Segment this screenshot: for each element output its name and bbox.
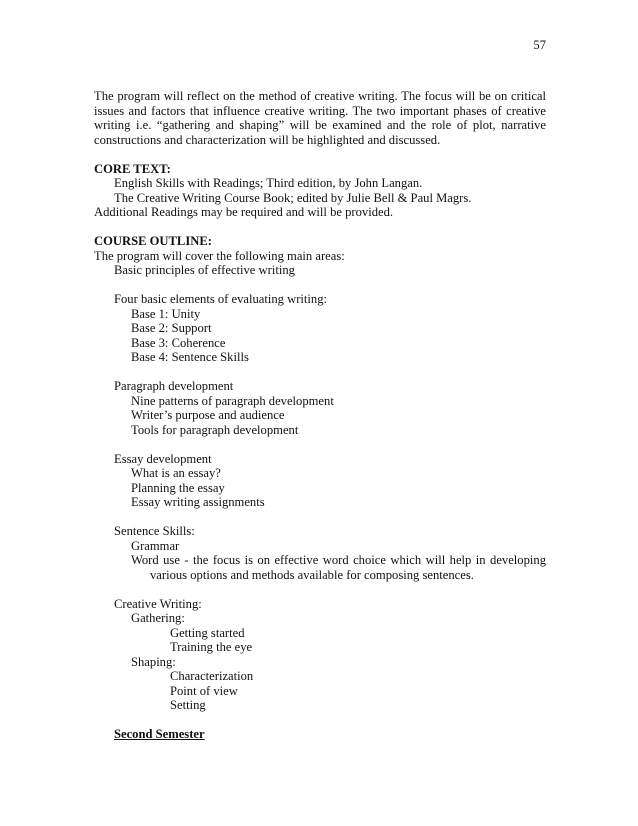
core-text-note: Additional Readings may be required and will be provided. — [94, 205, 394, 219]
outline-section-essay: Essay development — [114, 451, 212, 466]
outline-subsection-gathering: Gathering: — [131, 611, 185, 625]
outline-subitem: What is an essay? — [131, 466, 221, 480]
second-semester-heading: Second Semester — [114, 727, 205, 741]
course-outline-lead: The program will cover the following main areas: — [94, 248, 345, 263]
page-number: 57 — [533, 38, 546, 52]
core-text-book: The Creative Writing Course Book; edited by Julie Bell & Paul Magrs. — [114, 190, 472, 205]
outline-subsection-shaping: Shaping: — [131, 654, 176, 669]
outline-subitem: Grammar — [131, 538, 180, 553]
outline-subitem: Base 4: Sentence Skills — [131, 350, 249, 364]
course-outline-heading: COURSE OUTLINE: — [94, 234, 212, 248]
core-text-book: English Skills with Readings; Third edition, by John Langan. — [114, 176, 423, 190]
outline-section-four-elements: Four basic elements of evaluating writing: — [114, 292, 327, 306]
page-content — [94, 89, 546, 742]
outline-subitem: Nine patterns of paragraph development — [131, 393, 334, 408]
outline-subitem: Planning the essay — [131, 480, 225, 495]
outline-subsubitem: Getting started — [170, 625, 245, 640]
outline-subitem-word-use: Word use - the focus is on effective word choice which will help in developing various options and methods available for composing sentences. — [131, 553, 546, 582]
intro-paragraph: The program will reflect on the method of creative writing. The focus will be on critical issues and factors that influence creative writing. The two important phases of creative writing i.e. “gathering and shaping” will be examined and the role of plot, narrative constructions and characterization will be highlighted and discussed. — [94, 89, 546, 147]
outline-subsubitem: Setting — [170, 698, 206, 712]
outline-subsubitem: Characterization — [170, 669, 254, 683]
outline-subitem: Essay writing assignments — [131, 495, 265, 509]
outline-section-creative: Creative Writing: — [114, 596, 202, 611]
outline-section-sentence: Sentence Skills: — [114, 524, 195, 538]
outline-subitem: Writer’s purpose and audience — [131, 408, 285, 422]
outline-subitem: Base 3: Coherence — [131, 335, 226, 350]
outline-subitem: Tools for paragraph development — [131, 422, 299, 437]
outline-item-basic-principles: Basic principles of effective writing — [114, 263, 295, 277]
outline-subsubitem: Training the eye — [170, 640, 253, 654]
outline-section-paragraph: Paragraph development — [114, 379, 234, 393]
core-text-heading: CORE TEXT: — [94, 161, 171, 176]
outline-subitem: Base 2: Support — [131, 321, 212, 335]
outline-subitem: Base 1: Unity — [131, 306, 201, 321]
outline-subsubitem: Point of view — [170, 683, 238, 698]
